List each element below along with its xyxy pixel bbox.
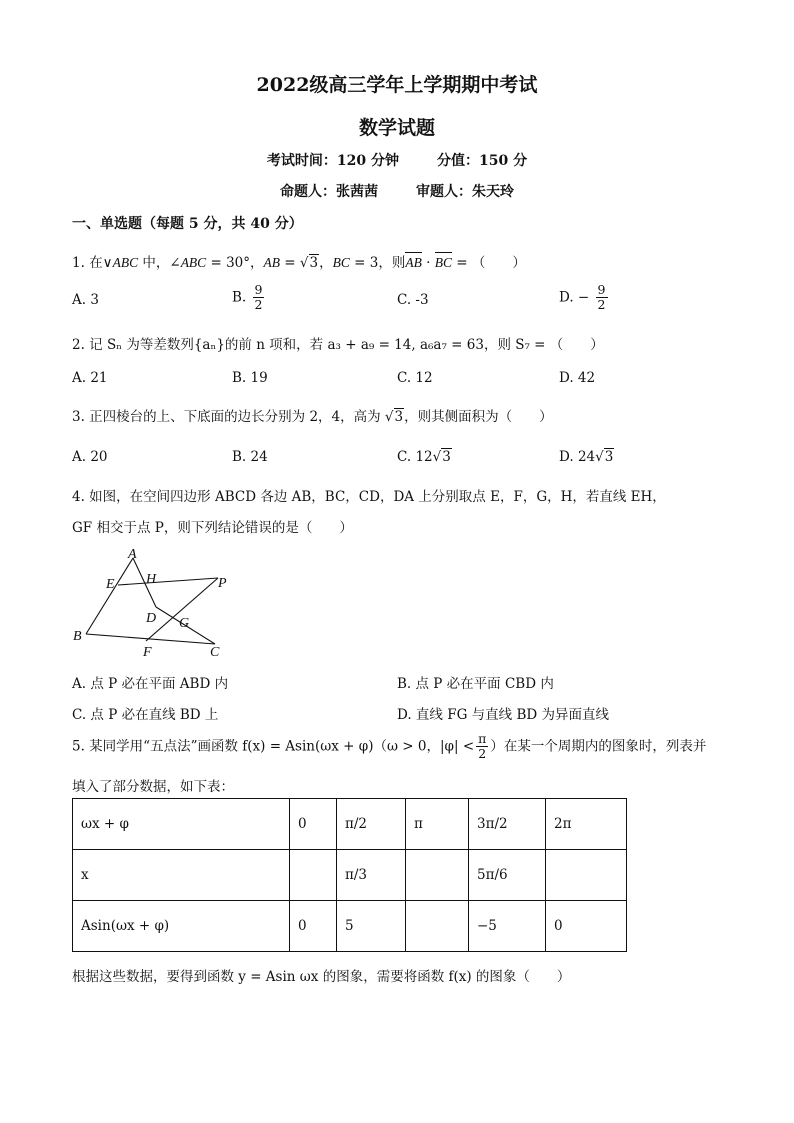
question-5-after-table: 根据这些数据，要得到函数 y = Asin ωx 的图象，需要将函数 f(x) 的图象（ ） xyxy=(72,969,571,985)
question-3: 3. 正四棱台的上、下底面的边长分别为 2，4，高为 √3，则其侧面积为（ ） xyxy=(72,409,553,425)
exam-author: 命题人：张茜茜 xyxy=(280,184,378,200)
five-point-table xyxy=(72,798,627,952)
table-cell xyxy=(290,850,337,901)
exam-info-line xyxy=(0,150,794,170)
table-cell: π/3 xyxy=(337,850,406,901)
label-p: P xyxy=(218,576,227,591)
q2-option-a: A. 21 xyxy=(72,370,108,386)
table-row xyxy=(73,901,627,952)
question-5-line-2: 填入了部分数据，如下表： xyxy=(72,779,234,795)
table-cell: 3π/2 xyxy=(469,799,546,850)
question-4-line-2: GF 相交于点 P，则下列结论错误的是（ ） xyxy=(72,520,353,536)
label-d: D xyxy=(146,611,157,626)
label-a: A xyxy=(128,547,137,562)
q2-option-c: C. 12 xyxy=(397,370,433,386)
exam-authors-line xyxy=(0,181,794,201)
label-c: C xyxy=(210,645,220,660)
table-cell: 2π xyxy=(546,799,627,850)
table-cell xyxy=(406,850,469,901)
q4-option-b: B. 点 P 必在平面 CBD 内 xyxy=(397,676,554,692)
fraction: $\frac{\pi}{2}$ xyxy=(478,731,487,762)
q3-option-a: A. 20 xyxy=(72,449,108,465)
table-cell: −5 xyxy=(469,901,546,952)
label-b: B xyxy=(73,629,82,644)
vector-bc: BC xyxy=(434,255,452,270)
q1-option-b: B. $\frac{9}{2}$ xyxy=(232,282,263,313)
edge-bc xyxy=(86,634,215,644)
question-5-line-1: 5. 某同学用“五点法”画函数 f(x) = Asin(ωx + φ)（ω > 0，|φ| < $\frac{\pi}{2}$ ）在某一个周期内的图象时，列表并 xyxy=(72,731,707,762)
fraction: $\frac{9}{2}$ xyxy=(597,282,606,313)
exam-subtitle: 数学试题 xyxy=(358,117,435,139)
edge-ab xyxy=(86,558,133,634)
vector-ab: AB xyxy=(405,255,422,270)
label-g: G xyxy=(179,616,190,631)
line-pf xyxy=(146,578,218,641)
table-cell: 0 xyxy=(290,799,337,850)
table-cell: 5 xyxy=(337,901,406,952)
table-row xyxy=(73,799,627,850)
q1-option-a: A. 3 xyxy=(72,292,99,308)
q4-option-a: A. 点 P 必在平面 ABD 内 xyxy=(72,676,229,692)
q4-option-c: C. 点 P 必在直线 BD 上 xyxy=(72,707,219,723)
table-cell: x xyxy=(73,850,290,901)
table-cell: 5π/6 xyxy=(469,850,546,901)
q2-option-d: D. 42 xyxy=(559,370,596,386)
section-title: 一、单选题（每题 5 分，共 40 分） xyxy=(72,216,303,232)
table-cell: π/2 xyxy=(337,799,406,850)
fraction: $\frac{9}{2}$ xyxy=(254,282,263,313)
label-f: F xyxy=(143,645,152,660)
question-4-line-1: 4. 如图，在空间四边形 ABCD 各边 AB，BC，CD，DA 上分别取点 E，F，G，H，若直线 EH， xyxy=(72,489,666,505)
exam-title: 2022级高三学年上学期期中考试 xyxy=(256,74,538,96)
table-cell: ωx + φ xyxy=(73,799,290,850)
table-cell: 0 xyxy=(290,901,337,952)
exam-time: 考试时间：120 分钟 xyxy=(266,153,399,169)
q3-option-c: C. 12√3 xyxy=(397,449,451,465)
q4-option-d: D. 直线 FG 与直线 BD 为异面直线 xyxy=(397,707,609,723)
exam-reviewer: 审题人：朱天玲 xyxy=(416,184,514,200)
label-h: H xyxy=(146,572,157,587)
table-cell: π xyxy=(406,799,469,850)
table-cell xyxy=(546,850,627,901)
line-ep xyxy=(118,578,218,585)
q1-option-c: C. -3 xyxy=(397,292,429,308)
table-cell xyxy=(406,901,469,952)
table-cell: Asin(ωx + φ) xyxy=(73,901,290,952)
table-cell: 0 xyxy=(546,901,627,952)
question-2: 2. 记 Sₙ 为等差数列{aₙ}的前 n 项和，若 a₃ + a₉ = 14, a₆a₇ = 63，则 S₇ = （ ） xyxy=(72,337,604,353)
q3-option-d: D. 24√3 xyxy=(559,449,614,465)
label-e: E xyxy=(106,577,115,592)
q1-option-d: D. − $\frac{9}{2}$ xyxy=(559,282,606,313)
q2-option-b: B. 19 xyxy=(232,370,268,386)
exam-score: 分值：150 分 xyxy=(437,153,528,169)
question-1: 1. 在∨ABC 中，∠ABC = 30°，AB = √3，BC = 3，则AB · BC = （ ） xyxy=(72,255,526,271)
geometry-figure xyxy=(70,545,240,660)
table-row xyxy=(73,850,627,901)
q3-option-b: B. 24 xyxy=(232,449,268,465)
